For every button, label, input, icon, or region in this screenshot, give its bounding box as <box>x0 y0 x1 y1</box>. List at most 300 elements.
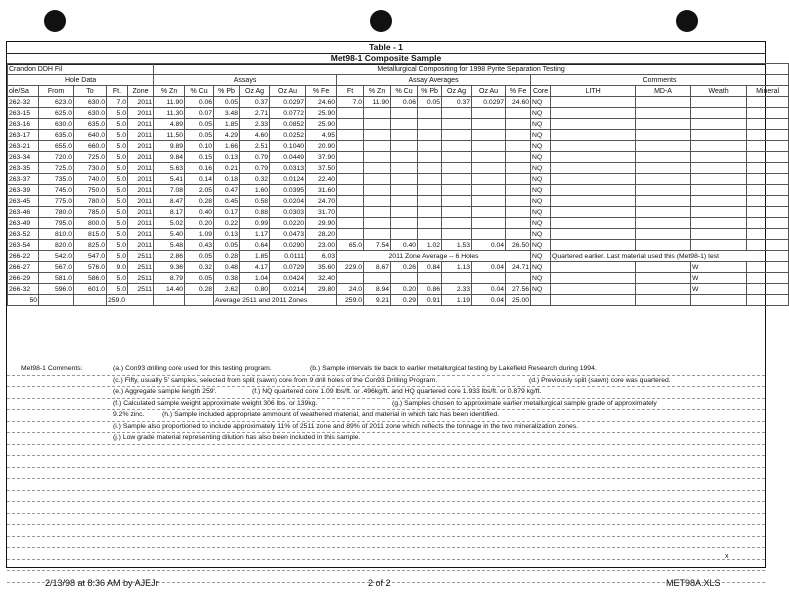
table-row <box>8 218 789 229</box>
table-cell: 635.0 <box>39 130 74 141</box>
table-cell <box>337 196 364 207</box>
table-cell: 5.0 <box>107 108 128 119</box>
table-cell: 5.0 <box>107 207 128 218</box>
table-cell <box>691 152 747 163</box>
table-cell <box>337 174 364 185</box>
table-cell: 29.90 <box>306 218 337 229</box>
table-cell: 11.30 <box>154 108 185 119</box>
table-cell <box>442 152 472 163</box>
binder-hole-right <box>676 10 698 32</box>
table-cell: 4.95 <box>306 130 337 141</box>
table-cell <box>418 141 442 152</box>
table-cell: NQ <box>531 108 551 119</box>
table-cell: 0.04 <box>472 284 506 295</box>
table-row <box>8 97 789 108</box>
table-cell: 740.0 <box>74 174 107 185</box>
table-cell: 2011 <box>128 119 154 130</box>
table-cell: 730.0 <box>74 163 107 174</box>
table-cell <box>391 218 418 229</box>
comments-section <box>7 364 765 583</box>
table-cell: 7.0 <box>337 97 364 108</box>
table-cell <box>551 218 636 229</box>
table-cell: 5.0 <box>107 196 128 207</box>
table-cell: 0.20 <box>185 218 214 229</box>
table-cell: 29.80 <box>306 284 337 295</box>
column-header: Weath <box>691 86 747 97</box>
table-cell: 9.89 <box>154 141 185 152</box>
table-cell: 735.0 <box>39 174 74 185</box>
comments-group: Comments <box>531 75 789 86</box>
table-cell: 795.0 <box>39 218 74 229</box>
table-cell: 567.0 <box>39 262 74 273</box>
table-cell: 7.54 <box>364 240 391 251</box>
table-cell <box>747 141 789 152</box>
table-cell: 0.58 <box>240 196 270 207</box>
table-cell: 2011 <box>128 97 154 108</box>
table-cell: 263-21 <box>8 141 39 152</box>
table-cell: 28.20 <box>306 229 337 240</box>
column-header: ole/Sa <box>8 86 39 97</box>
table-cell <box>337 185 364 196</box>
table-cell: W <box>691 273 747 284</box>
table-cell <box>472 130 506 141</box>
table-cell <box>636 207 691 218</box>
table-cell <box>391 174 418 185</box>
table-cell <box>418 196 442 207</box>
column-header: Ft. <box>107 86 128 97</box>
table-cell: NQ <box>531 207 551 218</box>
table-cell: 5.0 <box>107 163 128 174</box>
table-cell: 0.43 <box>185 240 214 251</box>
table-row <box>8 196 789 207</box>
table-cell <box>364 119 391 130</box>
table-cell: 2011 <box>128 141 154 152</box>
table-cell <box>636 218 691 229</box>
table-cell: 0.22 <box>214 218 240 229</box>
table-cell: 1.13 <box>442 262 472 273</box>
table-cell: 5.0 <box>107 141 128 152</box>
table-cell: 0.0729 <box>270 262 306 273</box>
column-header: % Zn <box>154 86 185 97</box>
table-cell: 263-39 <box>8 185 39 196</box>
table-cell <box>364 218 391 229</box>
table-cell: 14.40 <box>154 284 185 295</box>
table-cell: NQ <box>531 152 551 163</box>
table-cell: NQ <box>531 273 551 284</box>
table-cell: 586.0 <box>74 273 107 284</box>
table-cell <box>551 119 636 130</box>
table-row <box>8 119 789 130</box>
table-cell: 780.0 <box>74 196 107 207</box>
table-cell <box>506 273 531 284</box>
column-header: Oz Au <box>472 86 506 97</box>
table-row <box>8 174 789 185</box>
table-cell <box>472 141 506 152</box>
table-cell <box>472 108 506 119</box>
table-cell: 775.0 <box>39 196 74 207</box>
table-cell <box>691 229 747 240</box>
table-cell: 262-32 <box>8 97 39 108</box>
table-cell: 576.0 <box>74 262 107 273</box>
table-cell <box>418 229 442 240</box>
table-cell: 4.17 <box>240 262 270 273</box>
table-cell <box>636 174 691 185</box>
table-cell <box>442 174 472 185</box>
table-cell <box>391 163 418 174</box>
table-cell: 0.0852 <box>270 119 306 130</box>
table-cell: 1.09 <box>185 229 214 240</box>
table-cell: 0.0473 <box>270 229 306 240</box>
table-cell <box>472 273 506 284</box>
table-cell: 0.26 <box>391 262 418 273</box>
table-cell <box>551 152 636 163</box>
table-cell <box>506 185 531 196</box>
table-cell: 2.62 <box>214 284 240 295</box>
table-cell: 0.05 <box>418 97 442 108</box>
note-g: (g.) Samples chosen to approximate earlier metallurgical sample grade of approximately <box>392 399 657 407</box>
table-cell: 601.0 <box>74 284 107 295</box>
column-header: % Fe <box>306 86 337 97</box>
table-cell <box>391 196 418 207</box>
table-cell: 2011 <box>128 207 154 218</box>
note-f1: (f.) NQ quartered core 1.09 lbs/ft. or .496kg/ft. and HQ quartered core 1.933 lbs/ft. or 0.879 kg/ft. <box>252 388 542 395</box>
corner-mark: x <box>725 553 729 560</box>
table-cell <box>364 130 391 141</box>
table-cell <box>551 141 636 152</box>
table-cell: 2011 <box>128 185 154 196</box>
table-cell: 0.28 <box>185 284 214 295</box>
table-cell: 2011 <box>128 218 154 229</box>
table-cell <box>551 130 636 141</box>
table-cell <box>364 108 391 119</box>
table-cell <box>506 207 531 218</box>
table-cell <box>636 185 691 196</box>
table-cell <box>551 185 636 196</box>
table-cell <box>691 97 747 108</box>
table-cell: 263-54 <box>8 240 39 251</box>
table-cell: 0.37 <box>442 97 472 108</box>
table-cell: 623.0 <box>39 97 74 108</box>
table-cell: 0.0220 <box>270 218 306 229</box>
comments-label: Met98-1 Comments: <box>21 365 83 372</box>
assays-group: Assays <box>154 75 337 86</box>
table-cell <box>418 273 442 284</box>
table-cell: NQ <box>531 240 551 251</box>
table-cell: 1.17 <box>240 229 270 240</box>
table-cell: 745.0 <box>39 185 74 196</box>
table-cell: 263-35 <box>8 163 39 174</box>
table-cell: 0.21 <box>214 163 240 174</box>
table-cell <box>442 130 472 141</box>
table-cell: 596.0 <box>39 284 74 295</box>
table-cell <box>551 229 636 240</box>
table-cell <box>551 196 636 207</box>
table-cell: 2011 <box>128 130 154 141</box>
table-cell: 1.53 <box>442 240 472 251</box>
table-cell: 8.67 <box>364 262 391 273</box>
table-cell <box>472 196 506 207</box>
table-cell: 5.0 <box>107 240 128 251</box>
note-b: (b.) Sample intervals tie back to earlier metallurgical testing by Lakefield Research during 1994. <box>310 365 597 372</box>
table-cell: 0.13 <box>214 229 240 240</box>
table-cell <box>747 97 789 108</box>
table-cell: 25.90 <box>306 119 337 130</box>
table-cell: NQ <box>531 97 551 108</box>
table-cell <box>636 284 691 295</box>
column-header: Core <box>531 86 551 97</box>
table-cell: 9.0 <box>107 262 128 273</box>
table-cell: 0.0204 <box>270 196 306 207</box>
table-cell <box>747 152 789 163</box>
table-cell: 785.0 <box>74 207 107 218</box>
table-cell: 24.0 <box>337 284 364 295</box>
table-cell: 2011 <box>128 229 154 240</box>
table-cell: 640.0 <box>74 130 107 141</box>
table-cell: 263-17 <box>8 130 39 141</box>
table-cell <box>551 108 636 119</box>
table-cell <box>747 240 789 251</box>
table-cell: 2.05 <box>185 185 214 196</box>
table-cell: 263-15 <box>8 108 39 119</box>
table-cell <box>506 108 531 119</box>
table-cell: 23.00 <box>306 240 337 251</box>
table-cell: 8.79 <box>154 273 185 284</box>
table-cell: NQ <box>531 174 551 185</box>
table-cell <box>391 108 418 119</box>
column-header: From <box>39 86 74 97</box>
table-cell: 0.37 <box>240 97 270 108</box>
table-cell <box>442 108 472 119</box>
table-cell: 0.05 <box>185 119 214 130</box>
table-cell <box>506 141 531 152</box>
table-cell: 1.02 <box>418 240 442 251</box>
table-cell <box>364 185 391 196</box>
table-cell <box>442 196 472 207</box>
table-cell: 0.05 <box>214 97 240 108</box>
table-cell: 5.0 <box>107 152 128 163</box>
table-cell: 5.0 <box>107 174 128 185</box>
table-cell: 5.0 <box>107 119 128 130</box>
table-cell: 0.0424 <box>270 273 306 284</box>
table-cell <box>691 174 747 185</box>
table-cell: 5.0 <box>107 229 128 240</box>
table-cell <box>636 152 691 163</box>
table-cell <box>691 108 747 119</box>
table-cell <box>747 174 789 185</box>
table-cell <box>506 218 531 229</box>
table-cell <box>442 207 472 218</box>
table-cell <box>364 196 391 207</box>
table-cell: 2511 <box>128 262 154 273</box>
table-cell <box>472 174 506 185</box>
table-cell: 0.80 <box>240 284 270 295</box>
table-cell <box>418 218 442 229</box>
table-cell <box>364 273 391 284</box>
table-cell <box>551 284 636 295</box>
table-cell: 263-49 <box>8 218 39 229</box>
table-cell: W <box>691 284 747 295</box>
table-cell: 5.41 <box>154 174 185 185</box>
sample-title: Met98-1 Composite Sample <box>7 53 765 65</box>
table-cell: 24.60 <box>306 97 337 108</box>
table-cell: 780.0 <box>39 207 74 218</box>
table-cell <box>747 119 789 130</box>
table-cell: 32.40 <box>306 273 337 284</box>
table-cell: 2.51 <box>240 141 270 152</box>
table-cell: 4.29 <box>214 130 240 141</box>
table-cell: 810.0 <box>39 229 74 240</box>
table-cell: 0.16 <box>185 163 214 174</box>
table-cell: NQ <box>531 163 551 174</box>
quartered-note: Quartered earlier. Last material used this (Met98-1) test <box>551 251 789 262</box>
table-cell: 720.0 <box>39 152 74 163</box>
table-row <box>8 284 789 295</box>
table-cell: 0.04 <box>472 262 506 273</box>
table-cell: 2011 <box>128 196 154 207</box>
table-cell: 8.47 <box>154 196 185 207</box>
table-cell <box>636 229 691 240</box>
table-cell <box>364 207 391 218</box>
table-row: 266-22 542.0 547.0 5.0 2511 2.86 0.05 0.28 1.85 0.0111 6.03 2011 Zone Average -- 6 Holes NQ Quartered earlier. Last material used this (Met98-1) test <box>8 251 789 262</box>
table-cell <box>418 163 442 174</box>
table-cell: 0.79 <box>240 152 270 163</box>
table-cell <box>337 163 364 174</box>
column-header: Oz Au <box>270 86 306 97</box>
table-cell: 27.56 <box>506 284 531 295</box>
table-cell <box>691 163 747 174</box>
table-cell: 0.28 <box>185 196 214 207</box>
table-cell <box>691 141 747 152</box>
table-cell: 0.0252 <box>270 130 306 141</box>
table-cell: 0.0395 <box>270 185 306 196</box>
table-cell: 22.40 <box>306 174 337 185</box>
table-cell: 5.63 <box>154 163 185 174</box>
column-header-row <box>8 86 789 97</box>
column-header: % Fe <box>506 86 531 97</box>
table-row <box>8 185 789 196</box>
table-cell: 65.0 <box>337 240 364 251</box>
table-cell: 725.0 <box>74 152 107 163</box>
source-label: Crandon DDH Fil <box>8 64 154 75</box>
table-cell <box>442 218 472 229</box>
table-cell: 0.05 <box>185 273 214 284</box>
weath-cell: W <box>691 262 747 273</box>
table-cell: NQ <box>531 218 551 229</box>
table-cell: 630.0 <box>39 119 74 130</box>
table-cell: 2011 <box>128 108 154 119</box>
column-header: Oz Ag <box>240 86 270 97</box>
table-cell: 0.38 <box>214 273 240 284</box>
table-cell: 825.0 <box>74 240 107 251</box>
table-cell: 0.0214 <box>270 284 306 295</box>
table-cell: 0.14 <box>185 174 214 185</box>
table-cell: 0.40 <box>391 240 418 251</box>
table-cell: 750.0 <box>74 185 107 196</box>
table-cell <box>747 284 789 295</box>
total-row: 50 259.0 Average 2511 and 2011 Zones 259.0 9.21 0.29 0.91 1.19 0.04 25.00 <box>8 295 789 306</box>
table-cell <box>472 163 506 174</box>
table-cell: 9.36 <box>154 262 185 273</box>
table-row <box>8 108 789 119</box>
table-cell: 4.89 <box>154 119 185 130</box>
table-cell: 0.20 <box>391 284 418 295</box>
table-cell: 9.84 <box>154 152 185 163</box>
binder-hole-center <box>370 10 392 32</box>
table-cell <box>636 108 691 119</box>
table-cell: 266-27 <box>8 262 39 273</box>
table-cell: NQ <box>531 262 551 273</box>
table-cell: 5.0 <box>107 185 128 196</box>
table-cell <box>551 273 636 284</box>
spreadsheet-sheet <box>6 41 780 568</box>
table-cell: 630.0 <box>74 108 107 119</box>
table-row <box>8 130 789 141</box>
assay-table <box>7 63 789 306</box>
table-cell <box>442 185 472 196</box>
table-cell: 0.06 <box>391 97 418 108</box>
table-cell <box>337 130 364 141</box>
table-cell <box>472 218 506 229</box>
table-cell <box>364 152 391 163</box>
table-cell: 0.17 <box>214 207 240 218</box>
table-cell <box>636 273 691 284</box>
table-cell: 0.0303 <box>270 207 306 218</box>
table-cell: 5.0 <box>107 273 128 284</box>
table-cell <box>506 130 531 141</box>
table-cell <box>337 273 364 284</box>
table-cell <box>418 119 442 130</box>
table-cell: 2011 <box>128 240 154 251</box>
table-cell: 0.0124 <box>270 174 306 185</box>
table-cell <box>551 240 636 251</box>
table-cell <box>636 262 691 273</box>
table-cell: 5.48 <box>154 240 185 251</box>
table-cell <box>747 163 789 174</box>
table-cell: 0.45 <box>214 196 240 207</box>
table-cell <box>472 152 506 163</box>
table-cell <box>337 141 364 152</box>
table-cell <box>391 229 418 240</box>
table-cell <box>337 229 364 240</box>
table-cell <box>337 218 364 229</box>
table-cell: 800.0 <box>74 218 107 229</box>
table-cell: 263-52 <box>8 229 39 240</box>
table-cell <box>747 262 789 273</box>
table-cell: 0.48 <box>214 262 240 273</box>
note-i: (i.) Sample also proportioned to include approximately 11% of 2511 zone and 89% of 2011 zone which reflects the tonnage in the two mineralization zones. <box>113 422 579 430</box>
table-cell <box>691 130 747 141</box>
table-cell <box>418 185 442 196</box>
table-cell: 263-37 <box>8 174 39 185</box>
column-header: Mineral <box>747 86 789 97</box>
table-cell <box>442 119 472 130</box>
table-cell <box>418 108 442 119</box>
table-row <box>8 229 789 240</box>
footer-file: MET98A.XLS <box>666 578 721 588</box>
note-c: (c.) Fifty, usually 5' samples, selected from split (sawn) core from 9 drill holes of the Con93 Drilling Program. <box>113 376 438 384</box>
table-cell: 0.32 <box>240 174 270 185</box>
table-cell: 0.0772 <box>270 108 306 119</box>
table-cell: 0.18 <box>214 174 240 185</box>
table-cell <box>442 229 472 240</box>
table-cell <box>337 108 364 119</box>
column-header: % Zn <box>364 86 391 97</box>
table-cell: 37.90 <box>306 152 337 163</box>
table-cell: 0.15 <box>185 152 214 163</box>
column-header: % Pb <box>214 86 240 97</box>
table-cell: 0.86 <box>418 284 442 295</box>
column-header: LITH <box>551 86 636 97</box>
